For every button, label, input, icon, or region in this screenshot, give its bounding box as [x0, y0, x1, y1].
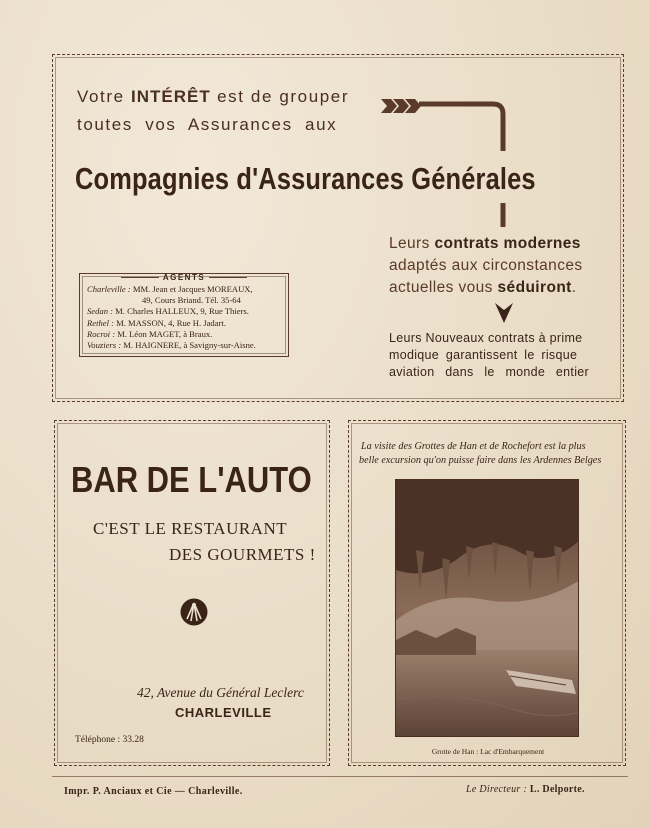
- footer-rule: [52, 776, 628, 777]
- director-credit: Le Directeur : L. Delporte.: [466, 784, 585, 795]
- agent-line: Rethel : M. MASSON, 4, Rue H. Jadart.: [87, 317, 226, 328]
- agents-title: AGENTS: [80, 273, 288, 282]
- agent-line: Vouziers : M. HAIGNERE, à Savigny-sur-Aisne.: [87, 340, 256, 351]
- bar-city: CHARLEVILLE: [175, 705, 272, 720]
- bar-tagline-2: DES GOURMETS !: [169, 545, 316, 564]
- agent-line: Sedan : M. Charles HALLEUX, 9, Rue Thiers.: [87, 306, 249, 317]
- agent-line: Charleville : MM. Jean et Jacques MOREAUX,: [87, 284, 253, 294]
- agent-line: 49, Cours Briand. Tél. 35-64: [142, 295, 241, 306]
- bar-advert: [54, 420, 330, 766]
- photo-credit: Grotte de Han : Lac d'Embarquement: [431, 747, 545, 756]
- interet-emphasis: INTÉRÊT: [131, 87, 211, 106]
- intro-line-2: toutes vos Assurances aux: [77, 115, 338, 134]
- winged-emblem-icon: [179, 597, 209, 627]
- contracts-line-1: Leurs contrats modernes: [389, 235, 581, 252]
- agents-box: [79, 273, 289, 357]
- grottes-caption-line-2: belle excursion qu'on puisse faire dans les Ardennes Belges: [359, 455, 602, 466]
- new-contracts-line-2: modique garantissent le risque: [389, 348, 578, 362]
- new-contracts-line-1: Leurs Nouveaux contrats à prime: [389, 331, 583, 345]
- contracts-line-2: adaptés aux circonstances: [389, 257, 583, 274]
- company-name: Compagnies d'Assurances Générales: [75, 161, 536, 196]
- cave-photo: [395, 479, 579, 737]
- intro-line-1: Votre INTÉRÊT est de grouper: [77, 87, 350, 106]
- insurance-advert: [52, 54, 624, 402]
- agent-line: Rocroi : M. Léon MAGET, à Braux.: [87, 328, 213, 339]
- bar-address: 42, Avenue du Général Leclerc: [137, 685, 304, 700]
- new-contracts-line-3: aviation dans le monde entier: [389, 365, 589, 379]
- down-arrow-icon: [493, 301, 515, 325]
- bar-phone: Téléphone : 33.28: [75, 735, 144, 745]
- grottes-caption-line-1: La visite des Grottes de Han et de Rochefort est la plus: [361, 441, 586, 452]
- bar-title: BAR DE L'AUTO: [71, 459, 312, 500]
- bar-tagline-1: C'EST LE RESTAURANT: [93, 519, 288, 538]
- contracts-line-3: actuelles vous séduiront.: [389, 279, 577, 296]
- grottes-advert: [348, 420, 626, 766]
- printer-credit: Impr. P. Anciaux et Cie — Charleville.: [64, 786, 243, 797]
